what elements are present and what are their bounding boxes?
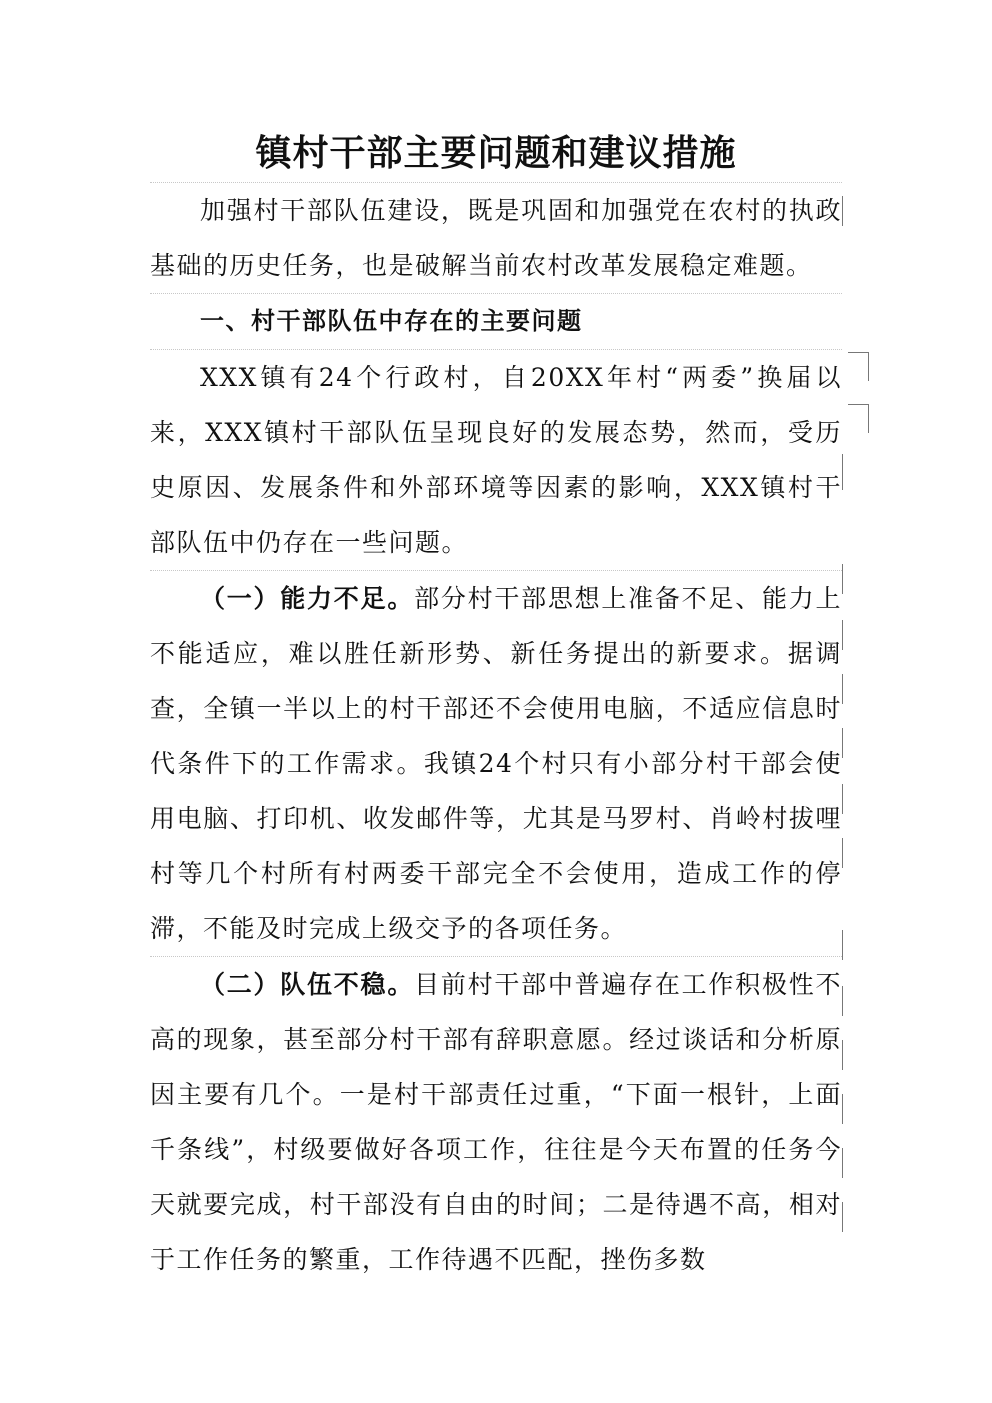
- margin-guide-mark: [842, 620, 843, 650]
- margin-guide-mark: [842, 1202, 843, 1232]
- background-paragraph: XXX镇有24个行政村，自20XX年村“两委”换届以来，XXX镇村干部队伍呈现良好的发展态势，然而，受历史原因、发展条件和外部环境等因素的影响，XXX镇村干部队伍中仍存在一些问题。: [150, 349, 842, 570]
- stability-text: 目前村干部中普遍存在工作积极性不高的现象，甚至部分村干部有辞职意愿。经过谈话和分析原因主要有几个。一是村干部责任过重，“下面一根针，上面千条线”，村级要做好各项工作，往往是今天布置的任务今天就要完成，村干部没有自由的时间；二是待遇不高，相对于工作任务的繁重，工作待遇不匹配，挫伤多数: [150, 970, 842, 1274]
- margin-guide-mark: [842, 784, 843, 814]
- margin-guide-mark: [842, 196, 843, 226]
- margin-guide-mark: [842, 930, 843, 960]
- margin-guide-mark: [842, 674, 843, 704]
- stability-paragraph: [150, 956, 842, 1287]
- ability-lead: （一）能力不足。: [200, 584, 415, 613]
- document-title: 镇村干部主要问题和建议措施: [255, 132, 737, 174]
- stability-lead: （二）队伍不稳。: [200, 970, 415, 999]
- margin-guide-mark: [842, 1040, 843, 1070]
- margin-guide-mark: [842, 1094, 843, 1124]
- document-body: [150, 182, 842, 1287]
- ability-text: 部分村干部思想上准备不足、能力上不能适应，难以胜任新形势、新任务提出的新要求。据调查，全镇一半以上的村干部还不会使用电脑，不适应信息时代条件下的工作需求。我镇24个村只有小部分村干部会使用电脑、打印机、收发邮件等，尤其是马罗村、肖岭村拔哩村等几个村所有村两委干部完全不会使用，造成工作的停滞，不能及时完成上级交予的各项任务。: [150, 584, 842, 943]
- margin-guide-mark: [842, 986, 843, 1016]
- ability-paragraph: [150, 570, 842, 956]
- margin-guide-mark: [842, 564, 843, 594]
- margin-guide-mark: [842, 454, 843, 490]
- intro-paragraph: 加强村干部队伍建设，既是巩固和加强党在农村的执政基础的历史任务，也是破解当前农村改革发展稳定难题。: [150, 182, 842, 293]
- margin-guide-mark: [842, 728, 843, 758]
- margin-guide-mark: [842, 1148, 843, 1178]
- margin-bracket-mark: [848, 352, 869, 381]
- section-heading: 一、村干部队伍中存在的主要问题: [150, 293, 842, 349]
- margin-guide-mark: [842, 838, 843, 868]
- margin-bracket-mark: [848, 404, 869, 433]
